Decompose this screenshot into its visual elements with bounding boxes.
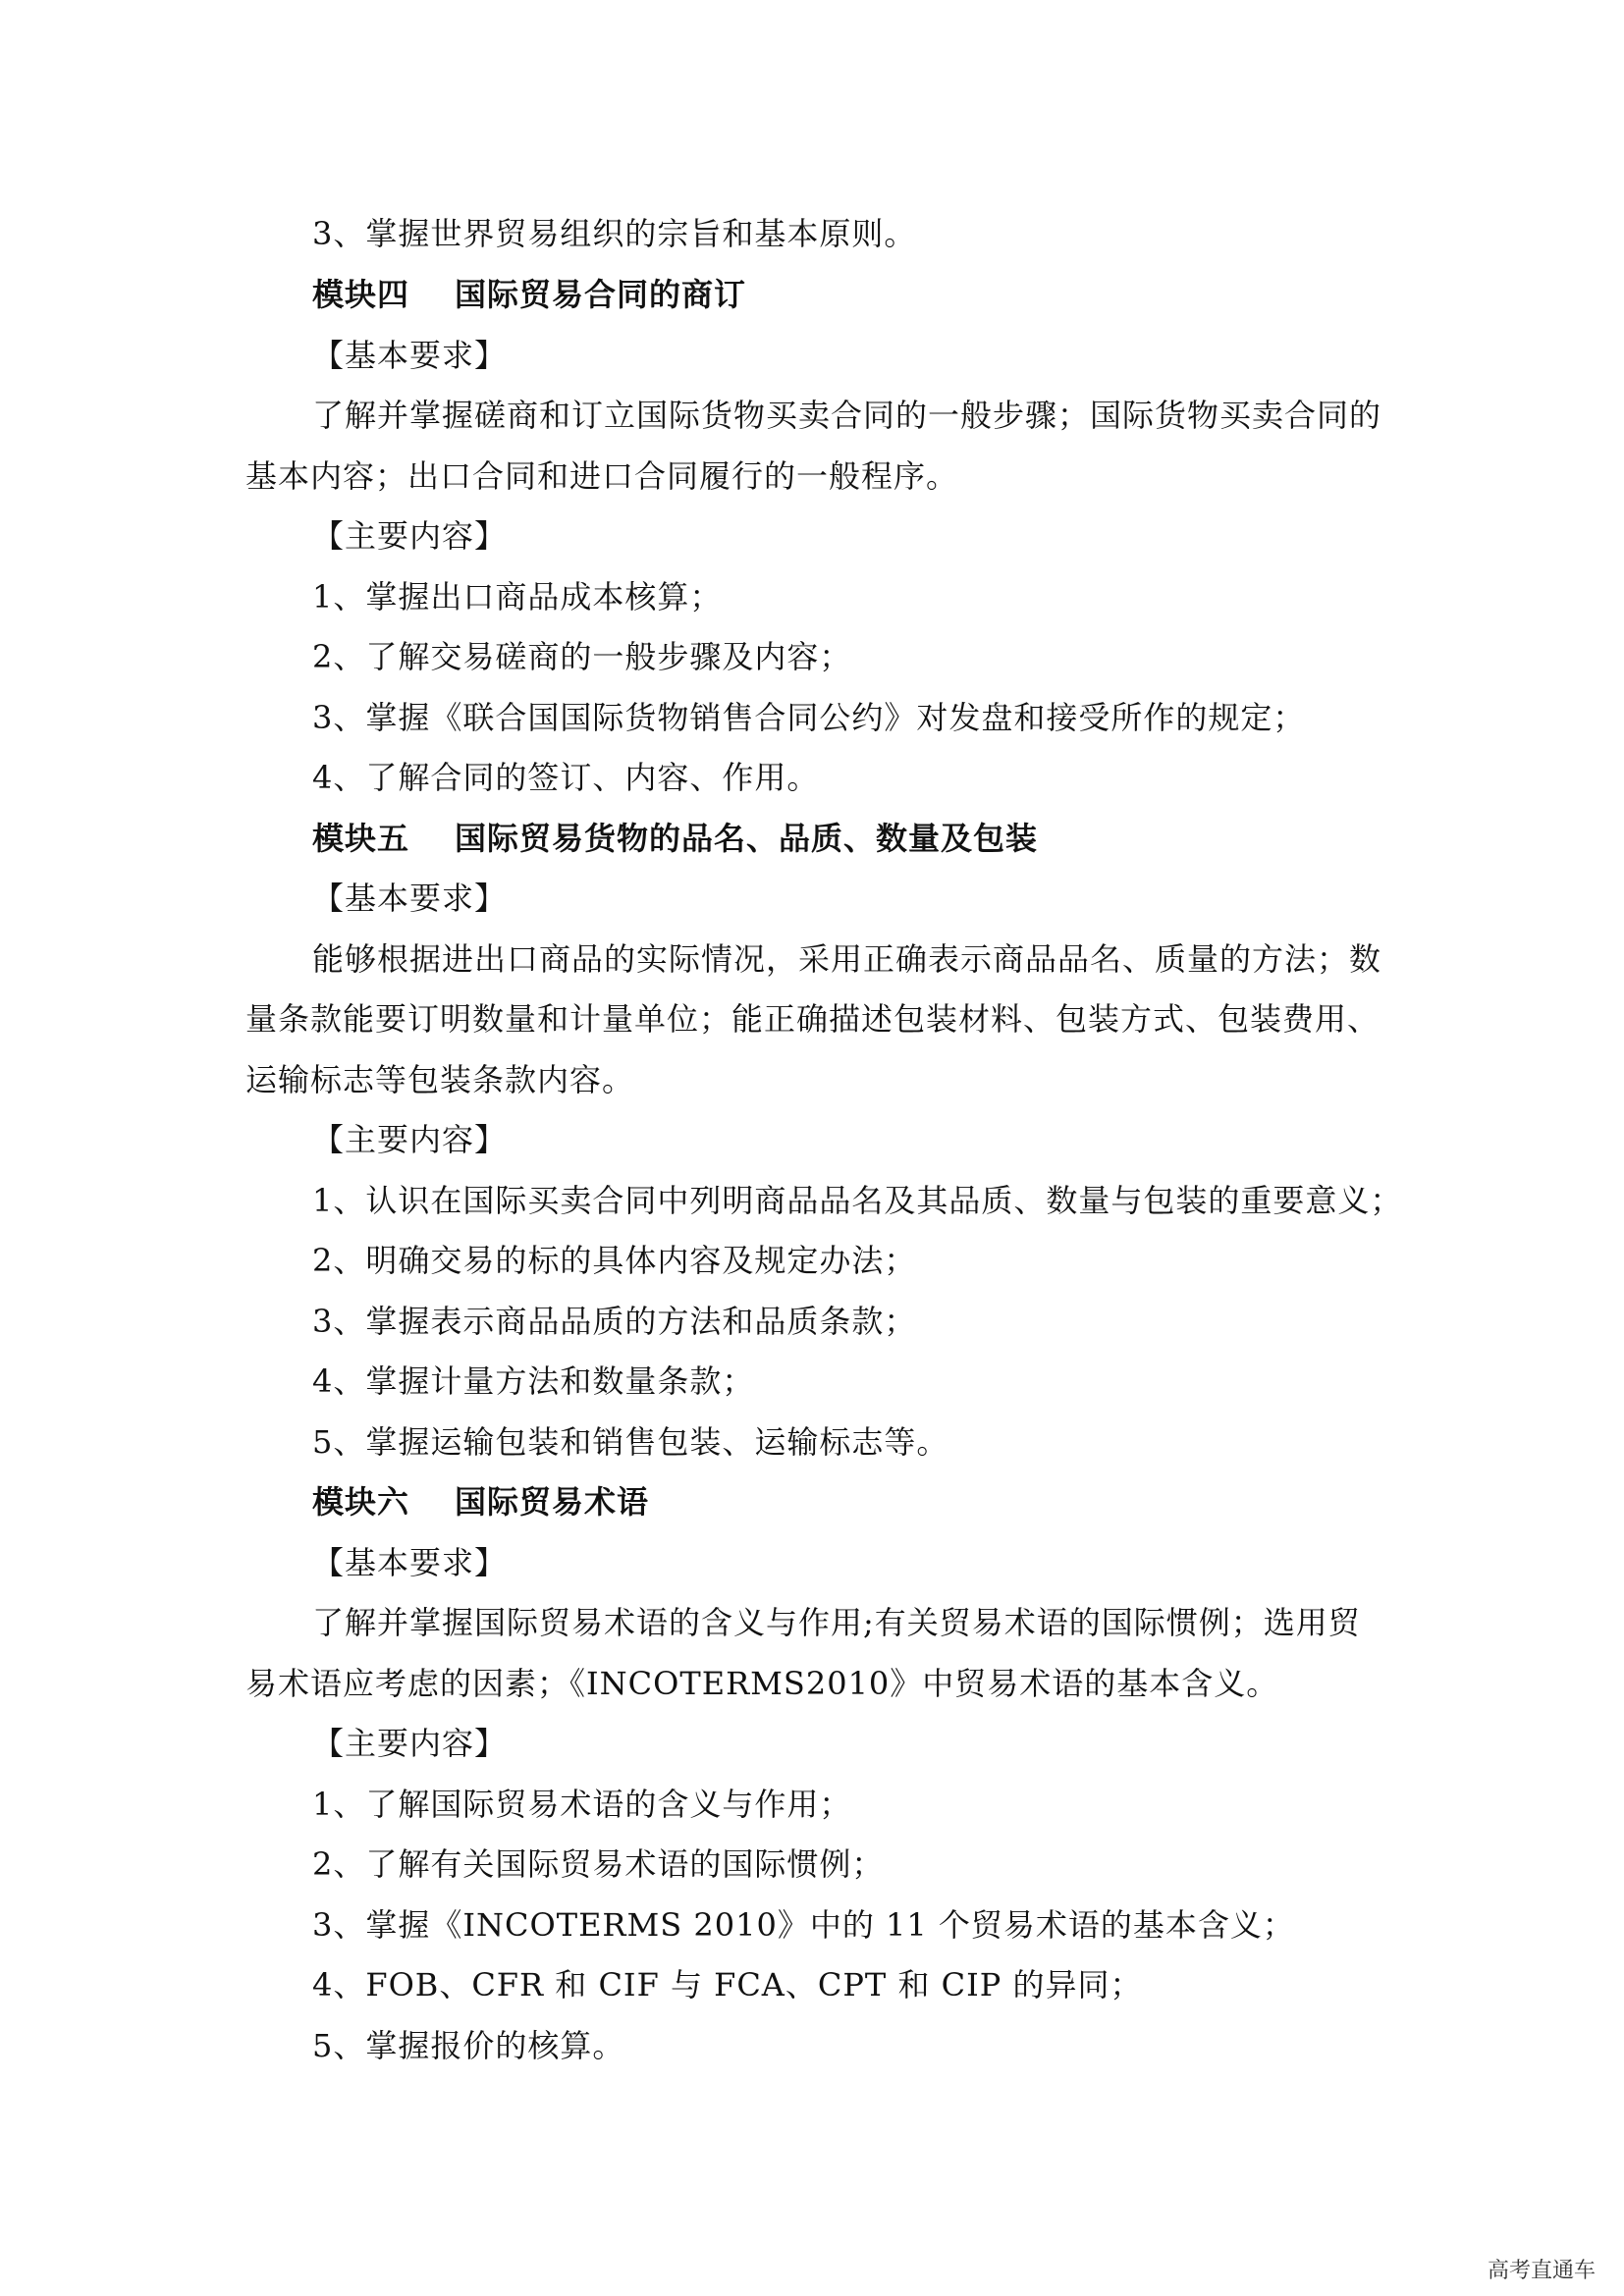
text-line: 基本内容；出口合同和进口合同履行的一般程序。 [245,457,959,495]
text-line: 能够根据进出口商品的实际情况，采用正确表示商品品名、质量的方法；数 [312,940,1382,978]
list-item: 5、掌握运输包装和销售包装、运输标志等。 [312,1423,949,1461]
module-number: 模块四 [312,276,410,313]
text-line: 了解并掌握磋商和订立国际货物买卖合同的一般步骤；国际货物买卖合同的 [312,397,1382,434]
module-title: 国际贸易合同的商订 [455,276,747,313]
section-label: 【主要内容】 [312,1725,508,1762]
text-line: 量条款能要订明数量和计量单位；能正确描述包装材料、包装方式、包装费用、 [245,1000,1380,1038]
module-number: 模块五 [312,820,410,857]
list-item: 3、掌握《联合国国际货物销售合同公约》对发盘和接受所作的规定； [312,699,1306,736]
list-item: 1、掌握出口商品成本核算； [312,578,723,615]
list-item: 5、掌握报价的核算。 [312,2027,625,2064]
list-item: 4、掌握计量方法和数量条款； [312,1362,755,1400]
list-item: 4、FOB、CFR 和 CIF 与 FCA、CPT 和 CIP 的异同； [312,1966,1143,2003]
list-item: 1、了解国际贸易术语的含义与作用； [312,1786,852,1823]
list-item: 2、明确交易的标的具体内容及规定办法； [312,1242,917,1279]
section-label: 【基本要求】 [312,337,508,374]
module-title: 国际贸易术语 [455,1483,650,1521]
watermark: 高考直通车 [1488,2259,1597,2283]
section-label: 【基本要求】 [312,1544,508,1581]
section-label: 【基本要求】 [312,880,508,917]
module-heading [312,1482,649,1522]
list-item: 1、认识在国际买卖合同中列明商品品名及其品质、数量与包装的重要意义； [312,1182,1403,1219]
text-line: 了解并掌握国际贸易术语的含义与作用;有关贸易术语的国际惯例；选用贸 [312,1604,1361,1641]
module-number: 模块六 [312,1483,410,1521]
text-line: 运输标志等包装条款内容。 [245,1061,635,1098]
text-line: 易术语应考虑的因素；《INCOTERMS2010》中贸易术语的基本含义。 [245,1665,1279,1702]
section-label: 【主要内容】 [312,517,508,555]
list-item: 3、掌握表示商品品质的方法和品质条款； [312,1303,917,1340]
list-item: 2、了解交易磋商的一般步骤及内容； [312,638,852,675]
list-item: 2、了解有关国际贸易术语的国际惯例； [312,1845,885,1883]
text-line: 3、掌握世界贸易组织的宗旨和基本原则。 [312,215,917,252]
list-item: 4、了解合同的签订、内容、作用。 [312,759,820,796]
module-heading [312,819,1038,858]
list-item: 3、掌握《INCOTERMS 2010》中的 11 个贸易术语的基本含义； [312,1906,1295,1944]
section-label: 【主要内容】 [312,1121,508,1158]
module-heading [312,275,746,314]
module-title: 国际贸易货物的品名、品质、数量及包装 [455,820,1039,857]
